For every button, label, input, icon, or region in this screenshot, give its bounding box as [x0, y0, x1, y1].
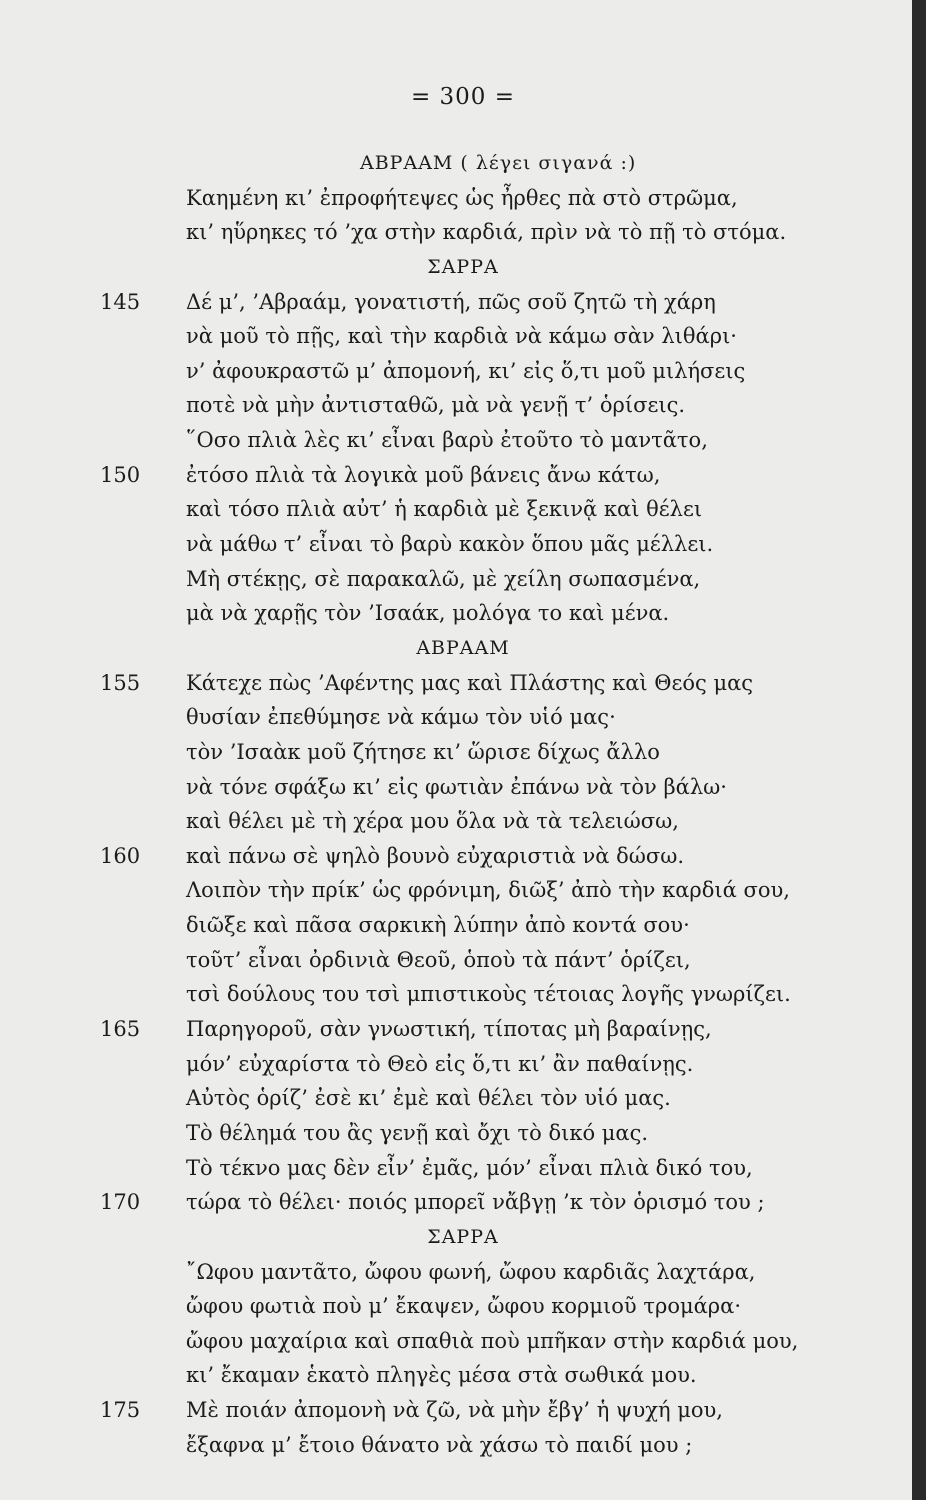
- verse-line: Τὸ τέκνο μας δὲν εἶν’ ἐμᾶς, μόν’ εἶναι πλιὰ δικό του,: [186, 1155, 753, 1180]
- verse-row: [0, 215, 926, 250]
- verse-row: [0, 527, 926, 562]
- verse-line: Παρηγοροῦ, σὰν γνωστική, τίποτας μὴ βαραίνῃς,: [186, 1017, 712, 1042]
- verse-line: θυσίαν ἐπεθύμησε νὰ κάμω τὸν υἱό μας·: [186, 705, 616, 730]
- poem-text: [0, 146, 926, 1462]
- verse-line: ὤφου μαχαίρια καὶ σπαθιὰ ποὺ μπῆκαν στὴν καρδιά μου,: [186, 1328, 799, 1353]
- line-number: 160: [100, 843, 141, 868]
- verse-line: Μὴ στέκῃς, σὲ παρακαλῶ, μὲ χείλη σωπασμένα,: [186, 566, 701, 591]
- verse-line: μόν’ εὐχαρίστα τὸ Θεὸ εἰς ὅ,τι κι’ ἂν παθαίνῃς.: [186, 1051, 694, 1076]
- speaker-name: ΑΒΡΑΑΜ: [416, 636, 510, 659]
- verse-line: ποτὲ νὰ μὴν ἀντισταθῶ, μὰ νὰ γενῇ τ’ ὁρίσεις.: [186, 393, 686, 418]
- verse-row: [0, 839, 926, 874]
- verse-line: ῎Ωφου μαντᾶτο, ὤφου φωνή, ὤφου καρδιᾶς λαχτάρα,: [186, 1259, 756, 1284]
- verse-row: [0, 354, 926, 389]
- verse-line: τὸν ’Ισαὰκ μοῦ ζήτησε κι’ ὥρισε δίχως ἄλλο: [186, 739, 660, 764]
- verse-line: μὰ νὰ χαρῇς τὸν ’Ισαάκ, μολόγα το καὶ μένα.: [186, 601, 670, 626]
- line-number: 145: [100, 289, 141, 314]
- verse-line: κι’ ἔκαμαν ἑκατὸ πληγὲς μέσα στὰ σωθικά μου.: [186, 1363, 697, 1388]
- verse-row: [0, 1358, 926, 1393]
- verse-line: ῞Οσο πλιὰ λὲς κι’ εἶναι βαρὺ ἐτοῦτο τὸ μαντᾶτο,: [186, 428, 708, 453]
- speaker-row: [0, 631, 926, 666]
- verse-row: [0, 1151, 926, 1186]
- verse-line: ὤφου φωτιὰ ποὺ μ’ ἔκαψεν, ὤφου κορμιοῦ τρομάρα·: [186, 1294, 742, 1319]
- verse-row: [0, 181, 926, 216]
- speaker-row: [0, 146, 926, 181]
- verse-line: Λοιπὸν τὴν πρίκ’ ὡς φρόνιμη, διῶξ’ ἀπὸ τὴν καρδιά σου,: [186, 878, 790, 903]
- verse-row: [0, 1255, 926, 1290]
- verse-row: [0, 1116, 926, 1151]
- verse-line: τσὶ δούλους του τσὶ μπιστικοὺς τέτοιας λογῆς γνωρίζει.: [186, 982, 791, 1007]
- verse-line: καὶ πάνω σὲ ψηλὸ βουνὸ εὐχαριστιὰ νὰ δώσω.: [186, 843, 685, 868]
- verse-line: Κάτεχε πὼς ’Αφέντης μας καὶ Πλάστης καὶ Θεός μας: [186, 670, 754, 695]
- verse-row: [0, 285, 926, 320]
- verse-line: τοῦτ’ εἶναι ὀρδινιὰ Θεοῦ, ὁποὺ τὰ πάντ’ ὁρίζει,: [186, 947, 691, 972]
- speaker-name: ΣΑΡΡΑ: [427, 255, 499, 278]
- verse-row: [0, 319, 926, 354]
- verse-row: [0, 1185, 926, 1220]
- verse-row: [0, 1012, 926, 1047]
- verse-row: [0, 873, 926, 908]
- verse-row: [0, 423, 926, 458]
- verse-line: ἐτόσο πλιὰ τὰ λογικὰ μοῦ βάνεις ἄνω κάτω,: [186, 462, 661, 487]
- verse-line: Δέ μ’, ’Αβραάμ, γονατιστή, πῶς σοῦ ζητῶ τὴ χάρη: [186, 289, 716, 314]
- verse-line: καὶ θέλει μὲ τὴ χέρα μου ὅλα νὰ τὰ τελειώσω,: [186, 809, 679, 834]
- verse-row: [0, 666, 926, 701]
- verse-line: διῶξε καὶ πᾶσα σαρκικὴ λύπην ἀπὸ κοντά σου·: [186, 913, 690, 938]
- verse-row: [0, 977, 926, 1012]
- line-number: 155: [100, 670, 141, 695]
- verse-row: [0, 562, 926, 597]
- verse-row: [0, 700, 926, 735]
- verse-line: νὰ τόνε σφάξω κι’ εἰς φωτιὰν ἐπάνω νὰ τὸν βάλω·: [186, 774, 727, 799]
- verse-row: [0, 1081, 926, 1116]
- verse-line: Καημένη κι’ ἐπροφήτεψες ὡς ἦρθες πὰ στὸ στρῶμα,: [186, 185, 738, 210]
- verse-line: Μὲ ποιάν ἀπομονὴ νὰ ζῶ, νὰ μὴν ἔβγ’ ἡ ψυχή μου,: [186, 1398, 723, 1423]
- verse-row: [0, 388, 926, 423]
- verse-row: [0, 804, 926, 839]
- verse-row: [0, 596, 926, 631]
- verse-row: [0, 1428, 926, 1463]
- verse-line: ν’ ἀφουκραστῶ μ’ ἀπομονή, κι’ εἰς ὅ,τι μοῦ μιλήσεις: [186, 358, 746, 383]
- verse-row: [0, 492, 926, 527]
- verse-row: [0, 770, 926, 805]
- speaker-name: ΣΑΡΡΑ: [427, 1225, 499, 1248]
- speaker-name: ΑΒΡΑΑΜ ( λέγει σιγανά :): [360, 152, 637, 174]
- verse-line: νὰ μάθω τ’ εἶναι τὸ βαρὺ κακὸν ὅπου μᾶς μέλλει.: [186, 532, 714, 557]
- speaker-row: [0, 1220, 926, 1255]
- line-number: 170: [100, 1190, 141, 1215]
- verse-line: κι’ ηὕρηκες τό ’χα στὴν καρδιά, πρὶν νὰ τὸ πῇ τὸ στόμα.: [186, 220, 787, 245]
- verse-row: [0, 458, 926, 493]
- verse-line: Αὐτὸς ὁρίζ’ ἐσὲ κι’ ἐμὲ καὶ θέλει τὸν υἱό μας.: [186, 1086, 671, 1111]
- verse-line: Τὸ θέλημά του ἂς γενῇ καὶ ὄχι τὸ δικό μας.: [186, 1120, 649, 1145]
- verse-line: ἔξαφνα μ’ ἔτοιο θάνατο νὰ χάσω τὸ παιδί μου ;: [186, 1432, 693, 1457]
- verse-line: νὰ μοῦ τὸ πῇς, καὶ τὴν καρδιὰ νὰ κάμω σὰν λιθάρι·: [186, 324, 737, 349]
- line-number: 150: [100, 462, 141, 487]
- line-number: 175: [100, 1398, 141, 1423]
- verse-row: [0, 1047, 926, 1082]
- line-number: 165: [100, 1017, 141, 1042]
- speaker-row: [0, 250, 926, 285]
- verse-row: [0, 1324, 926, 1359]
- page-number: = 300 =: [410, 84, 516, 110]
- verse-line: τώρα τὸ θέλει· ποιός μπορεῖ νἄβγῃ ’κ τὸν ὁρισμό του ;: [186, 1190, 765, 1215]
- verse-line: καὶ τόσο πλιὰ αὐτ’ ἡ καρδιὰ μὲ ξεκινᾷ καὶ θέλει: [186, 497, 703, 522]
- verse-row: [0, 908, 926, 943]
- verse-row: [0, 1393, 926, 1428]
- verse-row: [0, 1289, 926, 1324]
- verse-row: [0, 735, 926, 770]
- verse-row: [0, 943, 926, 978]
